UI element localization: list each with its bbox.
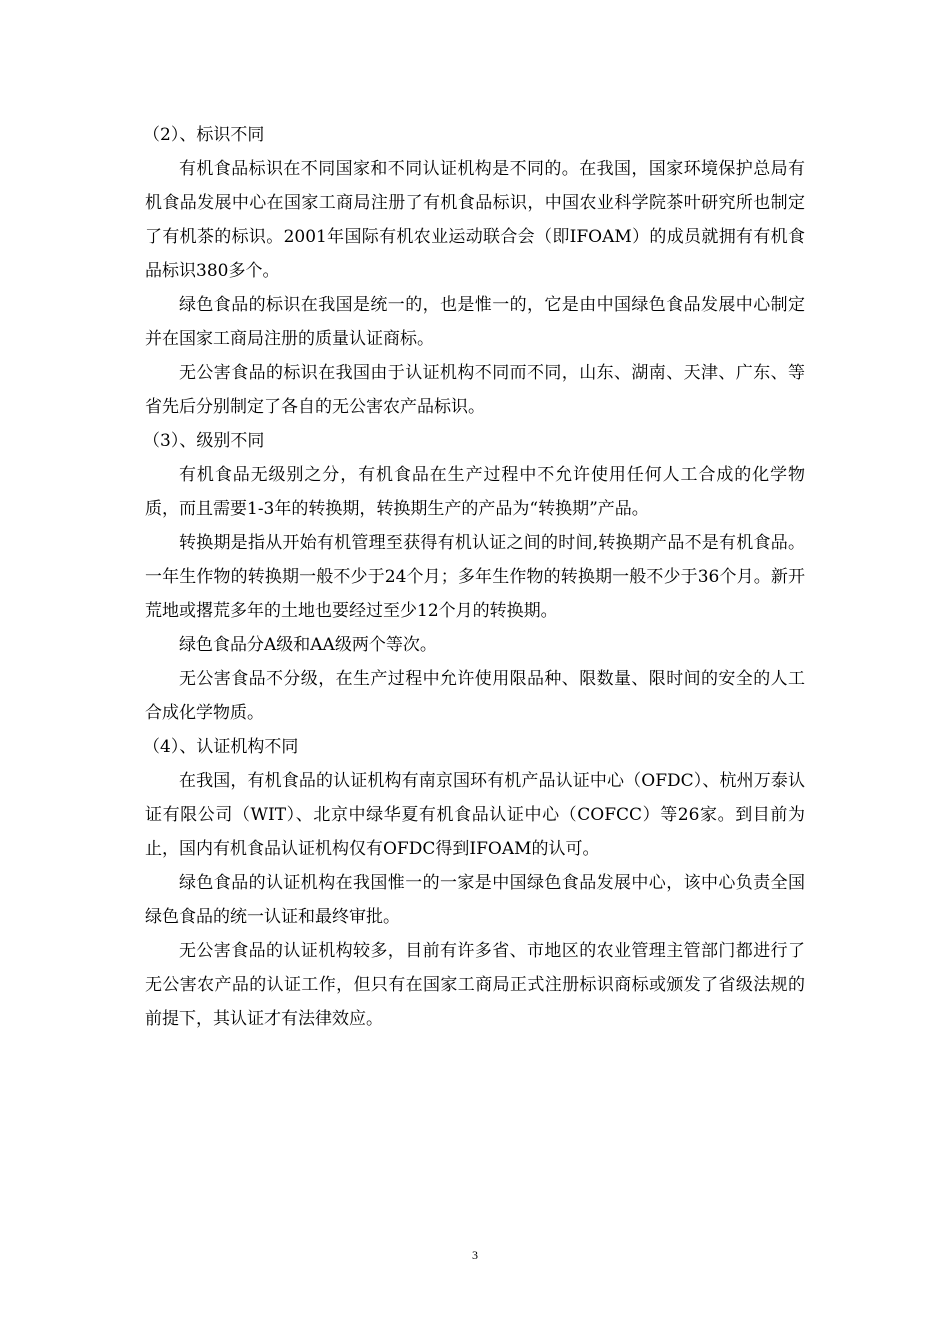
section-heading-certification: （4）、认证机构不同	[143, 737, 299, 757]
paragraph-organic-certification: 在我国，有机食品的认证机构有南京国环有机产品认证中心（OFDC）、杭州万泰认证有限公司（WIT）、北京中绿华夏有机食品认证中心（COFCC）等26家。到目前为止，国内有机食品认证机构仅有OFDC得到IFOAM的认可。	[145, 771, 805, 859]
paragraph-pollution-free-certification: 无公害食品的认证机构较多，目前有许多省、市地区的农业管理主管部门都进行了无公害农产品的认证工作，但只有在国家工商局正式注册标识商标或颁发了省级法规的前提下，其认证才有法律效应。	[145, 941, 805, 1029]
paragraph-green-certification: 绿色食品的认证机构在我国惟一的一家是中国绿色食品发展中心，该中心负责全国绿色食品的统一认证和最终审批。	[145, 873, 805, 927]
paragraph-organic-grade: 有机食品无级别之分，有机食品在生产过程中不允许使用任何人工合成的化学物质，而且需要1-3年的转换期，转换期生产的产品为“转换期”产品。	[145, 465, 805, 519]
page-number: 3	[472, 1248, 478, 1262]
paragraph-conversion-period: 转换期是指从开始有机管理至获得有机认证之间的时间,转换期产品不是有机食品。一年生作物的转换期一般不少于24个月；多年生作物的转换期一般不少于36个月。新开荒地或撂荒多年的土地也要经过至少12个月的转换期。	[145, 533, 805, 621]
paragraph-pollution-free-grade: 无公害食品不分级，在生产过程中允许使用限品种、限数量、限时间的安全的人工合成化学物质。	[145, 669, 805, 723]
paragraph-pollution-free-label: 无公害食品的标识在我国由于认证机构不同而不同，山东、湖南、天津、广东、等省先后分别制定了各自的无公害农产品标识。	[145, 363, 805, 417]
section-heading-grade: （3）、级别不同	[143, 431, 265, 451]
section-heading-label: （2）、标识不同	[143, 125, 265, 145]
document-body	[145, 118, 805, 1036]
paragraph-organic-label: 有机食品标识在不同国家和不同认证机构是不同的。在我国，国家环境保护总局有机食品发展中心在国家工商局注册了有机食品标识，中国农业科学院茶叶研究所也制定了有机茶的标识。2001年国际有机农业运动联合会（即IFOAM）的成员就拥有有机食品标识380多个。	[145, 159, 805, 281]
paragraph-green-grade: 绿色食品分A级和AA级两个等次。	[179, 635, 437, 655]
paragraph-green-label: 绿色食品的标识在我国是统一的，也是惟一的，它是由中国绿色食品发展中心制定并在国家工商局注册的质量认证商标。	[145, 295, 805, 349]
